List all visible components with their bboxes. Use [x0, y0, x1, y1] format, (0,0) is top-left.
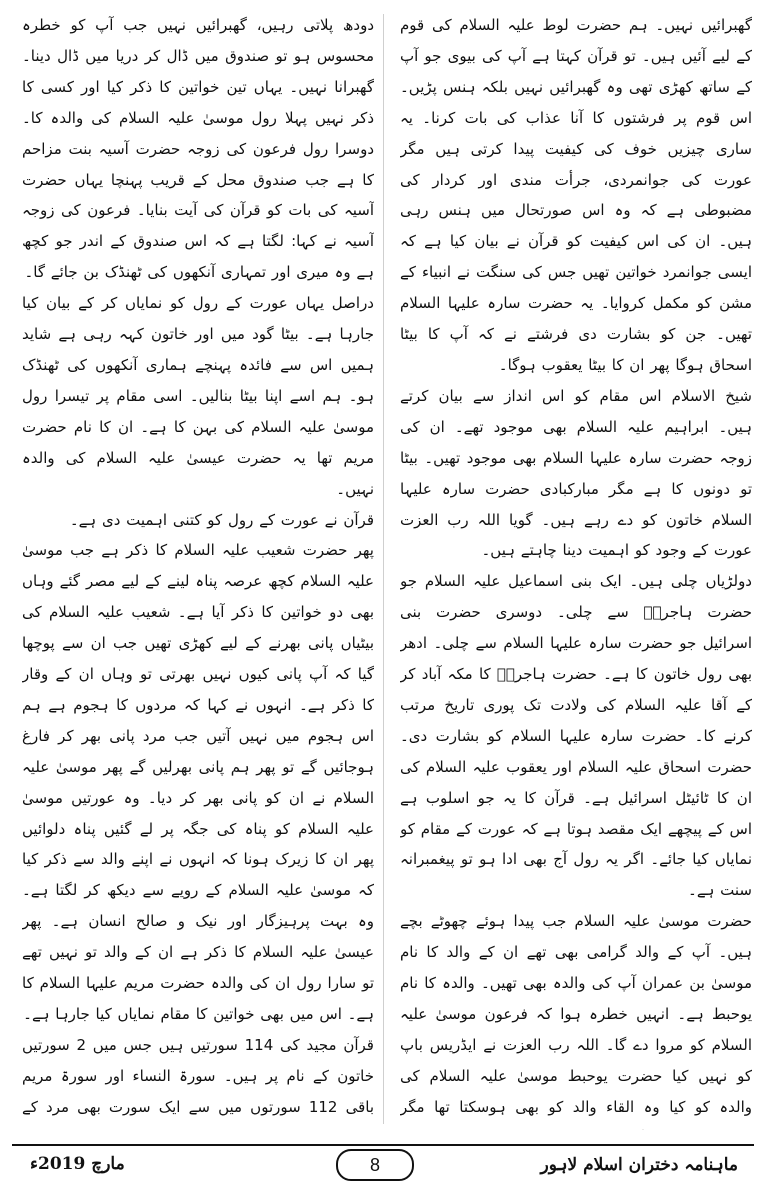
article-paragraph: قرآن مجید کی 114 سورتیں ہیں جس میں 2 سورتیں خاتون کے نام پر ہیں۔ سورۃ النساء اور سورۃ مریم باقی 112 سورتوں میں سے ایک سورت بھی مرد کے	[22, 1035, 374, 1116]
page-number-badge	[336, 1149, 414, 1181]
column-divider	[383, 14, 384, 1124]
magazine-title: ماہنامہ دختران اسلام لاہور	[540, 1155, 738, 1175]
article-paragraph: دودھ پلاتی رہیں، گھبرائیں نہیں جب آپ کو خطرہ محسوس ہو تو صندوق میں ڈال کر دریا میں ڈال دینا۔ گھبرانا نہیں۔ یہاں تین خواتین کا ذکر کیا اور کسی کا ذکر نہیں پہلا رول موسیٰ علیہ السلام کی والدہ کا۔ دوسرا رول فرعون کی زوجہ حضرت آسیہ بنت مزاحم کا ہے جب صندوق محل کے قریب پہنچا یہاں حضرت آسیہ کی بات کو قرآن کی آیت بنایا۔ فرعون کی زوجہ آسیہ نے کہا: لگتا ہے کہ اس صندوق کے اندر جو کچھ ہے وہ میری اور تمہاری آنکھوں کی ٹھنڈک بن جائے گا۔	[22, 16, 374, 282]
article-paragraph: گھبرائیں نہیں۔ ہم حضرت لوط علیہ السلام کی قوم کے لیے آئیں ہیں۔ تو قرآن کہتا ہے آپ کی بیوی جو آپ کے ساتھ کھڑی تھی وہ گھبرائیں نہیں بلکہ ہنس پڑیں۔ اس قوم پر فرشتوں کا آنا عذاب کی بات کرنا۔ یہ ساری چیزیں خوف کی کیفیت پیدا کرتی ہیں مگر عورت کی جوانمردی، جرأت مندی اور کردار کی مضبوطی ہے کہ وہ اس صورتحال میں ہنس رہی ہیں۔ ان کی اس کیفیت کو قرآن نے بیان کیا ہے کہ ایسی جوانمرد خواتین تھیں جس کی سنگت نے انبیاء کے مشن کو مکمل کروایا۔ یہ حضرت سارہ علیہا السلام تھیں۔ جن کو بشارت دی فرشتے نے کہ آپ کا بیٹا اسحاق ہوگا پھر ان کا بیٹا یعقوب ہوگا۔	[400, 16, 752, 374]
article-paragraph: حضرت موسیٰ علیہ السلام جب پیدا ہوئے چھوٹے بچے ہیں۔ آپ کے والد گرامی بھی تھے ان کے والد کا نام موسیٰ بن عمران آپ کی والدہ بھی تھیں۔ والدہ کا نام یوحبط ہے۔ انہیں خطرہ ہوا کہ فرعون موسیٰ علیہ السلام کو مروا دے گا۔ اللہ رب العزت نے ایڈریس باپ کو نہیں کیا حضرت یوحبط موسیٰ علیہ السلام کی والدہ کو کیا وہ القاء والد کو بھی ہوسکتا تھا مگر	[400, 912, 752, 1116]
article-column-left	[22, 10, 374, 1130]
article-paragraph: دراصل یہاں عورت کے رول کو نمایاں کر کے بیان کیا جارہا ہے۔ بیٹا گود میں اور خاتون کہہ رہی ہے شاید ہمیں اس سے فائدہ پہنچے ہماری آنکھوں کی ٹھنڈک ہو۔ ہم اسے اپنا بیٹا بنالیں۔ اسی مقام پر تیسرا رول موسیٰ علیہ السلام کی بہن کا ہے۔ ان کا نام حضرت مریم تھا یہ حضرت عیسیٰ علیہ السلام کی والدہ نہیں۔	[22, 294, 374, 498]
article-paragraph: پھر حضرت شعیب علیہ السلام کا ذکر ہے جب موسیٰ علیہ السلام کچھ عرصہ پناہ لینے کے لیے مصر گئے وہاں بھی دو خواتین کا ذکر آیا ہے۔ شعیب علیہ السلام کی بیٹیاں پانی بھرنے کے لیے کھڑی تھیں جب ان سے پوچھا گیا کہ آپ پانی کیوں نہیں بھرتی تو وہاں ان کے وقار کا ذکر ہے۔ انہوں نے کہا کہ مردوں کا ہجوم ہے ہم اس ہجوم میں نہیں آتیں جب مرد پانی بھر کر فارغ ہوجائیں گے تو پھر ہم پانی بھرلیں گے پھر موسیٰ علیہ السلام نے ان کو پانی بھر کر دیا۔ وہ عورتیں موسیٰ علیہ السلام کو پناہ کی جگہ پر لے گئیں پناہ دلوائیں پھر ان کا زیرک ہونا کہ انہوں نے اپنے والد سے ذکر کیا کہ موسیٰ علیہ السلام کے رویے سے دیکھ کر لگتا ہے۔ وہ بہت پرہیزگار اور نیک و صالح انسان ہے۔ پھر عیسیٰ علیہ السلام کا ذکر ہے ان کے والد تو نہیں تھے تو سارا رول ان کی والدہ حضرت مریم علیہا السلام کا ہے۔ اس میں بھی خواتین کا مقام نمایاں کیا جارہا ہے۔	[22, 541, 374, 1023]
page-number: 8	[369, 1154, 380, 1175]
footer-rule	[12, 1144, 754, 1146]
article-paragraph: قرآن نے عورت کے رول کو کتنی اہمیت دی ہے۔	[69, 510, 374, 529]
article-column-right	[400, 10, 752, 1130]
article-paragraph: شیخ الاسلام اس مقام کو اس انداز سے بیان کرتے ہیں۔ ابراہیم علیہ السلام بھی موجود تھے۔ ان کی زوجہ حضرت سارہ علیہا السلام بھی موجود تھیں۔ بیٹا تو دونوں کا ہے مگر مبارکبادی حضرت سارہ علیہا السلام خاتون کو دے رہے ہیں۔ گویا اللہ رب العزت عورت کے وجود کو اہمیت دینا چاہتے ہیں۔	[400, 386, 752, 560]
issue-date: مارچ 2019ء	[30, 1154, 125, 1174]
article-paragraph: دولڑیاں چلی ہیں۔ ایک بنی اسماعیل علیہ السلام جو حضرت ہاجرہؑ سے چلی۔ دوسری حضرت بنی اسرائیل جو حضرت سارہ علیہا السلام سے چلی۔ ادھر بھی رول خاتون کا ہے۔ حضرت ہاجرہؑ کا مکہ آباد کر کے آقا علیہ السلام کی ولادت تک پوری تاریخ مرتب کرنے کا۔ حضرت سارہ علیہا السلام کو بشارت دی۔ حضرت اسحاق علیہ السلام اور یعقوب علیہ السلام کی ان کا ٹائیٹل اسرائیل ہے۔ قرآن کا یہ جو اسلوب ہے اس کے پیچھے ایک مقصد ہوتا ہے کہ عورت کے مقام کو نمایاں کیا جائے۔ اگر یہ رول آج بھی ادا ہو تو پیغمبرانہ سنت ہے۔	[400, 572, 752, 900]
